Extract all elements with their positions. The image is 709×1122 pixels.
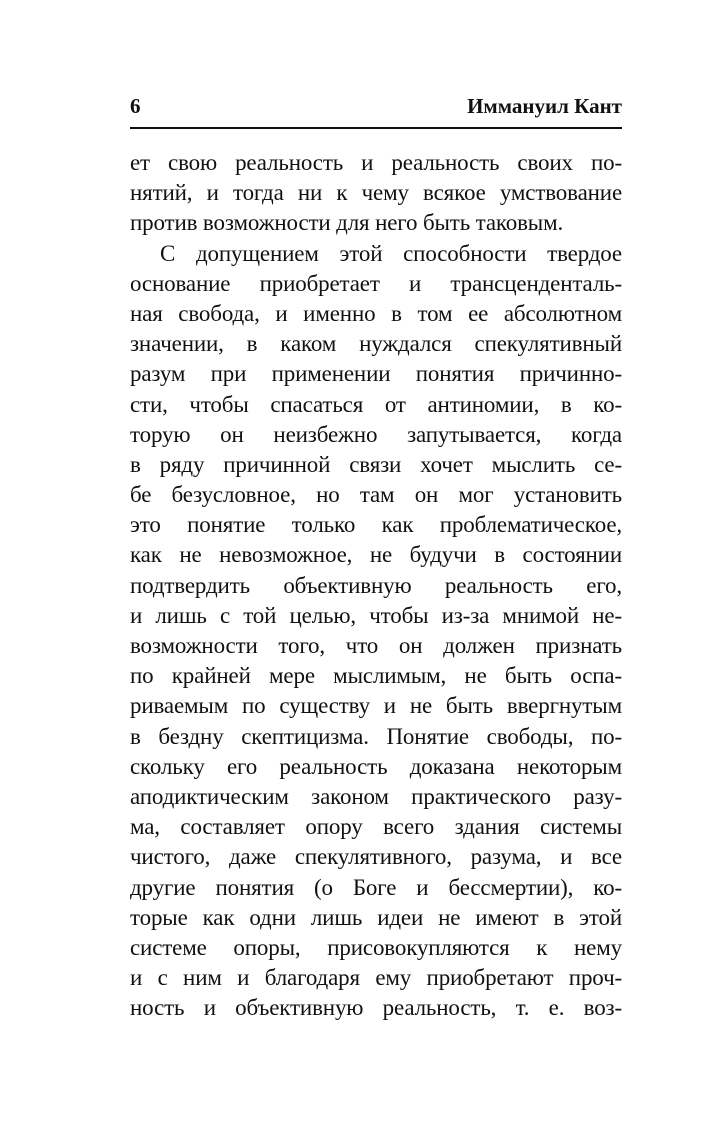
page-header — [130, 93, 622, 129]
text-line: нятий, и тогда ни к чему всякое умствование — [130, 180, 622, 206]
text-line: разум при применении понятия причинно- — [130, 361, 622, 387]
text-line: ность и объективную реальность, т. е. воз- — [130, 995, 622, 1021]
text-line: торую он неизбежно запутывается, когда — [130, 421, 622, 447]
text-line: торые как одни лишь идеи не имеют в этой — [130, 904, 622, 930]
text-line: ная свобода, и именно в том ее абсолютном — [130, 300, 622, 326]
text-line: бе безусловное, но там он мог установить — [130, 482, 622, 508]
text-line: риваемым по существу и не быть ввергнутым — [130, 693, 622, 719]
text-line: в ряду причинной связи хочет мыслить се- — [130, 451, 622, 477]
text-line: и с ним и благодаря ему приобретают проч- — [130, 965, 622, 991]
text-line: чистого, даже спекулятивного, разума, и все — [130, 844, 622, 870]
text-line: по крайней мере мыслимым, не быть оспа- — [130, 663, 622, 689]
text-line: в бездну скептицизма. Понятие свободы, по- — [130, 723, 622, 749]
text-line: возможности того, что он должен признать — [130, 633, 622, 658]
text-line: основание приобретает и трансценденталь- — [130, 270, 622, 296]
text-line: ет свою реальность и реальность своих по- — [130, 150, 622, 175]
text-line: как не невозможное, не будучи в состоянии — [130, 542, 622, 568]
running-title: Иммануил Кант — [467, 94, 622, 118]
text-line: другие понятия (о Боге и бессмертии), ко- — [130, 874, 622, 900]
text-line: системе опоры, присовокупляются к нему — [130, 934, 622, 960]
text-line: подтвердить объективную реальность его, — [130, 572, 622, 598]
page-number: 6 — [130, 94, 141, 118]
text-line: значении, в каком нуждался спекулятивный — [130, 331, 622, 357]
text-line: против возможности для него быть таковым. — [130, 210, 564, 236]
text-line: и лишь с той целью, чтобы из-за мнимой не- — [130, 602, 622, 628]
text-line: скольку его реальность доказана некоторым — [130, 753, 622, 779]
text-line: это понятие только как проблематическое, — [130, 512, 622, 538]
text-line: ма, составляет опору всего здания системы — [130, 814, 622, 840]
text-line: сти, чтобы спасаться от антиномии, в ко- — [130, 391, 622, 417]
text-line: С допущением этой способности твердое — [160, 240, 622, 266]
text-line: аподиктическим законом практического разу- — [130, 783, 622, 809]
body-text — [130, 148, 622, 1023]
